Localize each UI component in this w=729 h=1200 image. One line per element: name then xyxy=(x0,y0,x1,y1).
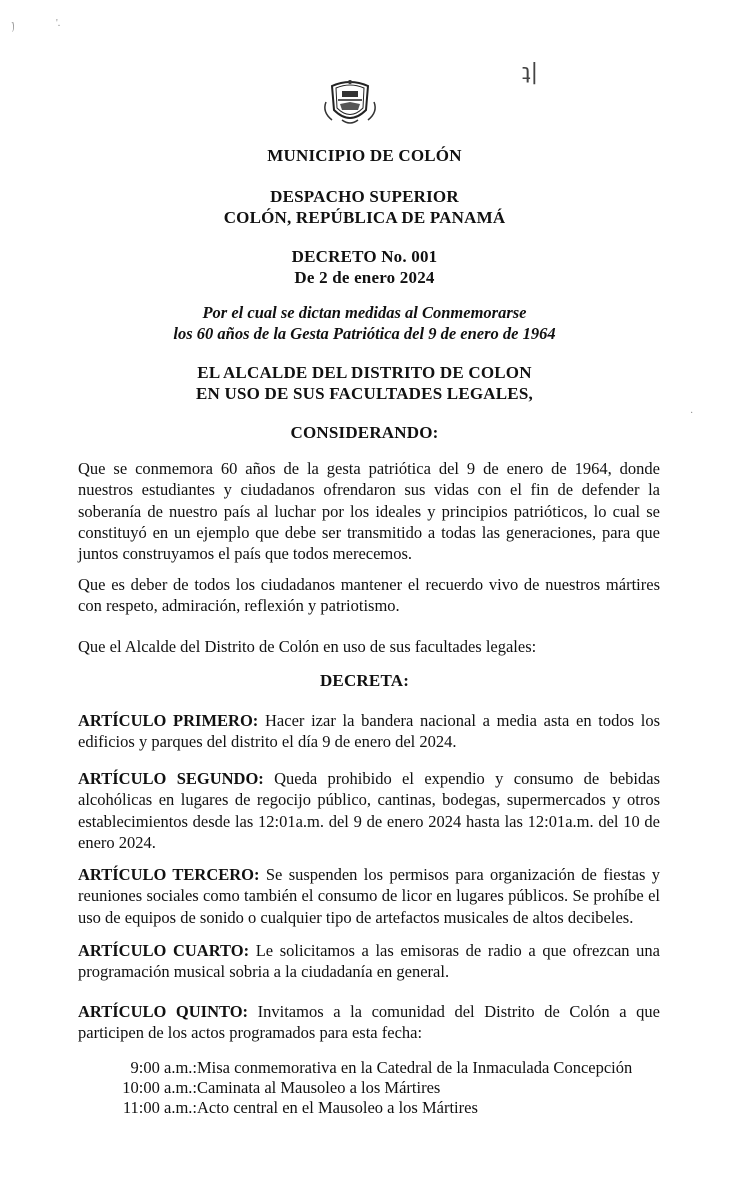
decree-number: DECRETO No. 001 xyxy=(291,247,438,266)
event-schedule xyxy=(113,1058,632,1118)
article-label: ARTÍCULO PRIMERO: xyxy=(78,711,265,730)
article-label: ARTÍCULO CUARTO: xyxy=(78,941,256,960)
decreta-heading: DECRETA: xyxy=(319,671,410,690)
decree-date: De 2 de enero 2024 xyxy=(294,268,435,287)
office-heading xyxy=(0,186,729,228)
schedule-item xyxy=(113,1058,632,1078)
schedule-event: Caminata al Mausoleo a los Mártires xyxy=(197,1078,441,1097)
schedule-time: 11:00 a.m.: xyxy=(122,1098,197,1117)
scan-mark: '. xyxy=(56,18,61,29)
article-label: ARTÍCULO SEGUNDO: xyxy=(78,769,275,788)
article-cuarto xyxy=(78,940,660,983)
decree-subtitle xyxy=(0,302,729,344)
article-tercero xyxy=(78,864,660,928)
office-name: DESPACHO SUPERIOR xyxy=(270,187,459,206)
subtitle-line: Por el cual se dictan medidas al Conmemorarse xyxy=(202,303,527,322)
article-text: Queda prohibido el expendio y consumo de bebidas alcohólicas en lugares de regocijo público, cantinas, bodegas, supermercados y otros establecimientos desde las 12:01a.m. del 9 de enero 2024 hasta las 12:01a.m. del 10 de enero 2024. xyxy=(78,769,660,852)
scan-mark: · xyxy=(690,408,694,419)
schedule-event: Acto central en el Mausoleo a los Mártires xyxy=(197,1098,478,1117)
article-text: Le solicitamos a las emisoras de radio a que ofrezcan una programación musical sobria a la ciudadanía en general. xyxy=(78,941,661,982)
schedule-event: Misa conmemorativa en la Catedral de la Inmaculada Concepción xyxy=(197,1058,633,1077)
article-label: ARTÍCULO TERCERO: xyxy=(78,865,266,884)
handwritten-mark: ʇ| xyxy=(522,60,539,85)
article-primero xyxy=(78,710,660,753)
scan-mark: ﾉ xyxy=(7,19,19,35)
article-quinto xyxy=(78,1001,660,1044)
authority-line: EN USO DE SUS FACULTADES LEGALES, xyxy=(196,384,533,403)
schedule-item xyxy=(113,1098,632,1118)
article-text: Invitamos a la comunidad del Distrito de Colón a que participen de los actos programados para esta fecha: xyxy=(78,1002,660,1043)
article-text: Hacer izar la bandera nacional a media asta en todos los edificios y parques del distrito el día 9 de enero del 2024. xyxy=(78,711,660,752)
considerando-paragraph: Que el Alcalde del Distrito de Colón en uso de sus facultades legales: xyxy=(78,637,537,656)
decree-heading xyxy=(0,246,729,288)
authority-heading xyxy=(0,362,729,404)
schedule-time: 10:00 a.m.: xyxy=(122,1078,197,1097)
considerando-heading: CONSIDERANDO: xyxy=(290,423,439,442)
considerando-paragraph: Que es deber de todos los ciudadanos mantener el recuerdo vivo de nuestros mártires con respeto, admiración, reflexión y patriotismo. xyxy=(78,575,660,616)
subtitle-line: los 60 años de la Gesta Patriótica del 9 de enero de 1964 xyxy=(173,324,556,343)
article-text: Se suspenden los permisos para organización de fiestas y reuniones sociales como también el consumo de licor en lugares públicos. Se prohíbe el uso de equipos de sonido o cualquier tipo de artefactos musicales de altos decibeles. xyxy=(78,865,660,927)
office-location: COLÓN, REPÚBLICA DE PANAMÁ xyxy=(223,208,506,227)
considerando-paragraph: Que se conmemora 60 años de la gesta patriótica del 9 de enero de 1964, donde nuestros estudiantes y ciudadanos ofrendaron sus vidas con el fin de defender la soberanía de nuestro país al luchar por los ideales y principios patrióticos, lo cual se constituyó en un ejemplo que debe ser transmitido a todas las generaciones, para que juntos construyamos el país que todos merecemos. xyxy=(78,459,660,564)
article-label: ARTÍCULO QUINTO: xyxy=(78,1002,258,1021)
schedule-item xyxy=(113,1078,632,1098)
schedule-time: 9:00 a.m.: xyxy=(130,1058,197,1077)
coat-of-arms-icon xyxy=(320,76,380,128)
municipality-title: MUNICIPIO DE COLÓN xyxy=(267,146,462,165)
authority-line: EL ALCALDE DEL DISTRITO DE COLON xyxy=(197,363,532,382)
article-segundo xyxy=(78,768,660,853)
